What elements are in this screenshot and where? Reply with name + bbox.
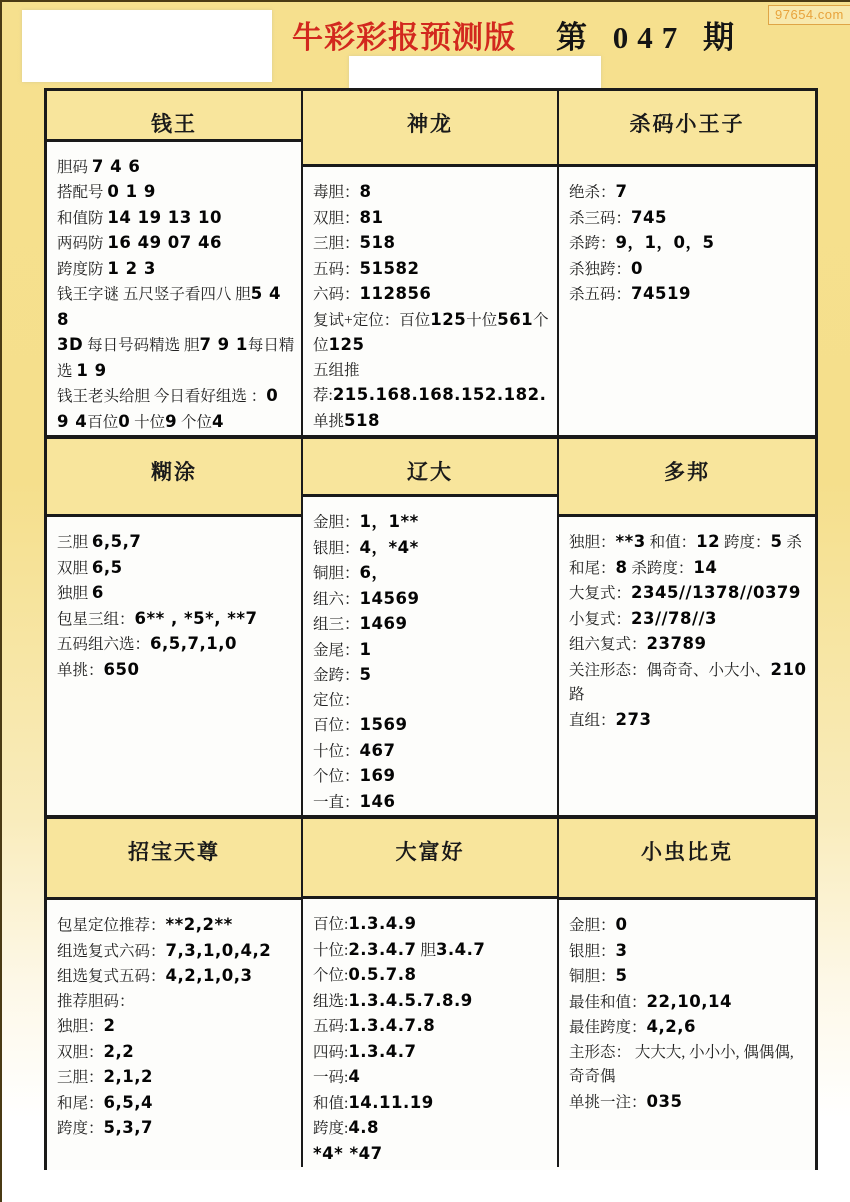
prediction-value: 8 bbox=[615, 557, 628, 577]
prediction-value: 1 2 3 bbox=[107, 258, 156, 278]
prediction-label: 包星定位推荐： bbox=[57, 917, 166, 934]
panel-body bbox=[303, 899, 557, 1167]
prediction-value: 14 bbox=[693, 557, 718, 577]
prediction-value: 9 bbox=[165, 411, 178, 431]
prediction-value: 5,3,7 bbox=[103, 1118, 153, 1137]
prediction-value: 1 9 bbox=[76, 360, 107, 380]
prediction-line bbox=[569, 231, 809, 257]
prediction-label: 杀五码： bbox=[569, 286, 632, 303]
panel-shen-long bbox=[303, 91, 559, 439]
prediction-line bbox=[569, 282, 809, 308]
prediction-value: 4，*4* bbox=[359, 537, 419, 557]
prediction-label: 十位: bbox=[313, 941, 349, 959]
prediction-line bbox=[313, 963, 551, 989]
prediction-line bbox=[313, 1040, 551, 1066]
prediction-label: 钱王老头给胆 今日看好组选 ： bbox=[57, 388, 267, 405]
prediction-label: 单挑一注： bbox=[569, 1093, 647, 1111]
prediction-value: 035 bbox=[646, 1091, 683, 1111]
prediction-value: 12 bbox=[696, 532, 721, 551]
prediction-value: 14.11.19 bbox=[348, 1092, 434, 1112]
prediction-line bbox=[313, 180, 551, 206]
prediction-value: 561 bbox=[497, 309, 534, 329]
prediction-line bbox=[313, 713, 551, 739]
page-title-name: 牛彩彩报预测版 bbox=[292, 20, 516, 55]
prediction-line bbox=[57, 1116, 295, 1142]
prediction-line bbox=[569, 913, 809, 939]
prediction-label: 定位： bbox=[313, 691, 360, 709]
prediction-label: 双胆： bbox=[313, 209, 360, 227]
prediction-label: 单挑： bbox=[57, 661, 104, 679]
prediction-value: *4* *47 bbox=[313, 1143, 383, 1163]
prediction-value: 5 bbox=[770, 532, 783, 551]
prediction-value: 0 1 9 bbox=[107, 182, 156, 201]
prediction-label: 复试+定位：百位 bbox=[313, 311, 431, 329]
prediction-label: 和值防 bbox=[57, 209, 108, 227]
prediction-value: 7 bbox=[615, 182, 628, 201]
panel-liao-da bbox=[303, 439, 559, 819]
prediction-label: 百位： bbox=[313, 717, 360, 734]
prediction-line bbox=[569, 708, 809, 734]
prediction-line bbox=[569, 257, 809, 283]
prediction-value: 2.3.4.7 bbox=[348, 939, 417, 959]
prediction-line bbox=[313, 912, 551, 938]
prediction-value: 22,10,14 bbox=[646, 991, 732, 1011]
prediction-label: 金跨： bbox=[313, 667, 360, 684]
prediction-value: 146 bbox=[359, 791, 396, 811]
panel-body bbox=[47, 142, 301, 436]
prediction-label: 直组： bbox=[569, 711, 616, 729]
prediction-value: 23789 bbox=[646, 634, 707, 653]
prediction-label: 组六： bbox=[313, 590, 360, 608]
panel-qian-wang bbox=[47, 91, 303, 439]
prediction-label: 百位: bbox=[313, 916, 349, 933]
prediction-value: 2 bbox=[103, 1016, 116, 1035]
prediction-line bbox=[569, 658, 809, 708]
panel-body bbox=[303, 167, 557, 435]
prediction-line bbox=[313, 308, 551, 359]
prediction-line bbox=[313, 1116, 551, 1142]
prediction-value: 4,2,6 bbox=[646, 1017, 696, 1036]
prediction-line bbox=[57, 581, 295, 607]
prediction-value: 4 bbox=[211, 411, 224, 431]
prediction-value: **2,2** bbox=[165, 915, 233, 934]
prediction-label: 五码: bbox=[313, 1018, 349, 1035]
prediction-label: 一直： bbox=[313, 793, 360, 811]
prediction-value: 518 bbox=[359, 233, 396, 252]
prediction-label: 胆码 bbox=[57, 158, 92, 176]
prediction-line bbox=[313, 510, 551, 536]
panel-hu-tu bbox=[47, 439, 303, 819]
prediction-line bbox=[313, 282, 551, 308]
prediction-value: 4.8 bbox=[348, 1118, 380, 1137]
prediction-line bbox=[57, 384, 295, 435]
prediction-label: 六码： bbox=[313, 286, 360, 303]
prediction-line bbox=[57, 964, 295, 990]
prediction-label: 最佳和值： bbox=[569, 993, 647, 1011]
prediction-line bbox=[569, 964, 809, 990]
prediction-value: 16 49 07 46 bbox=[107, 233, 222, 252]
prediction-line bbox=[313, 536, 551, 562]
prediction-value: 3.4.7 bbox=[435, 939, 486, 959]
prediction-value: 467 bbox=[359, 740, 396, 760]
prediction-label: 和值: bbox=[313, 1094, 349, 1112]
prediction-value: 215.168.168.152.182. bbox=[332, 385, 547, 404]
prediction-label: 双胆 bbox=[57, 559, 92, 577]
prediction-label: 个位: bbox=[313, 967, 349, 984]
panel-body bbox=[47, 900, 301, 1167]
prediction-label: 杀和尾： bbox=[569, 534, 802, 577]
prediction-line bbox=[313, 587, 551, 613]
prediction-label: 组三： bbox=[313, 616, 360, 633]
prediction-label: 五组推荐: bbox=[313, 361, 360, 404]
prediction-label: 五码： bbox=[313, 260, 360, 278]
prediction-value: 3 bbox=[615, 940, 628, 960]
panel-da-fu-hao bbox=[303, 819, 559, 1167]
prediction-value: 4 bbox=[348, 1067, 361, 1086]
panel-title: 神龙 bbox=[303, 91, 557, 167]
prediction-label: 杀跨： bbox=[569, 235, 616, 252]
prediction-line bbox=[313, 638, 551, 664]
prediction-label: 跨度： bbox=[57, 1120, 104, 1137]
panel-title: 钱王 bbox=[47, 91, 301, 142]
prediction-value: 23//78//3 bbox=[631, 608, 718, 628]
prediction-line bbox=[569, 1015, 809, 1041]
page-title bbox=[292, 12, 743, 57]
prediction-label: 胆 bbox=[416, 941, 436, 959]
prediction-value: 74519 bbox=[631, 284, 691, 303]
prediction-label: 三胆 bbox=[57, 534, 92, 551]
prediction-label: 钱王字谜 五尺竖子看四八 胆 bbox=[57, 286, 251, 303]
prediction-line bbox=[313, 206, 551, 232]
prediction-value: 2,2 bbox=[103, 1041, 135, 1061]
prediction-value: 6** , *5*, **7 bbox=[134, 608, 258, 628]
prediction-label: 五码组六选： bbox=[57, 636, 151, 653]
prediction-value: 6,5,4 bbox=[103, 1092, 153, 1112]
prediction-value: 169 bbox=[359, 766, 396, 785]
prediction-line bbox=[569, 1090, 809, 1116]
prediction-line bbox=[57, 206, 295, 232]
prediction-line bbox=[313, 1142, 551, 1168]
panel-title: 招宝天尊 bbox=[47, 819, 301, 900]
blank-patch-top-left bbox=[22, 10, 272, 82]
prediction-value: 14569 bbox=[359, 588, 420, 608]
prediction-value: 1，1** bbox=[359, 512, 419, 531]
prediction-value: 650 bbox=[103, 659, 140, 679]
prediction-label: 跨度: bbox=[313, 1120, 349, 1137]
prediction-value: 1469 bbox=[359, 614, 408, 633]
prediction-line bbox=[57, 180, 295, 206]
prediction-label: 每日精选 bbox=[57, 337, 295, 380]
prediction-line bbox=[569, 632, 809, 658]
prediction-label: 铜胆： bbox=[569, 968, 616, 985]
prediction-value: 745 bbox=[631, 207, 667, 227]
panel-title: 大富好 bbox=[303, 819, 557, 899]
prediction-label: 个位： bbox=[313, 768, 360, 785]
prediction-value: 81 bbox=[359, 207, 384, 227]
prediction-label: 杀三码： bbox=[569, 209, 632, 227]
prediction-value: 6,5,7,1,0 bbox=[150, 634, 237, 653]
panel-title: 糊涂 bbox=[47, 439, 301, 517]
prediction-label: 包星三组： bbox=[57, 610, 135, 628]
prediction-label: 组选复式五码： bbox=[57, 968, 166, 985]
prediction-value: 1 bbox=[359, 639, 372, 659]
prediction-line bbox=[313, 612, 551, 638]
prediction-line bbox=[57, 333, 295, 384]
prediction-line bbox=[569, 939, 809, 965]
panel-duo-bang bbox=[559, 439, 815, 819]
prediction-value: 0 bbox=[631, 258, 643, 278]
prediction-line bbox=[57, 257, 295, 283]
panel-title: 杀码小王子 bbox=[559, 91, 815, 167]
prediction-label: 十位 bbox=[130, 413, 166, 431]
prediction-label: 金胆： bbox=[569, 917, 616, 934]
panel-title: 小虫比克 bbox=[559, 819, 815, 900]
prediction-line bbox=[57, 155, 295, 181]
prediction-label: 独胆： bbox=[57, 1018, 104, 1035]
prediction-line bbox=[313, 938, 551, 964]
panel-body bbox=[47, 517, 301, 815]
prediction-line bbox=[569, 180, 809, 206]
prediction-value: 8 bbox=[359, 182, 372, 201]
prediction-label: 双胆： bbox=[57, 1043, 104, 1061]
prediction-value: 7 9 1 bbox=[199, 335, 248, 354]
panel-body bbox=[559, 167, 815, 435]
prediction-value: 1.3.4.7 bbox=[348, 1041, 417, 1061]
panel-title: 辽大 bbox=[303, 439, 557, 497]
prediction-label: 一码: bbox=[313, 1069, 349, 1086]
prediction-line bbox=[313, 689, 551, 714]
prediction-value: 0 bbox=[118, 411, 131, 431]
prediction-label: 和值： bbox=[645, 534, 697, 551]
prediction-line bbox=[57, 1014, 295, 1040]
prediction-value: 3D bbox=[57, 335, 84, 354]
prediction-label: 路 bbox=[569, 686, 585, 703]
prediction-label: 小复式： bbox=[569, 610, 632, 628]
prediction-value: 7,3,1,0,4,2 bbox=[165, 940, 272, 960]
prediction-label: 三胆： bbox=[57, 1069, 104, 1086]
prediction-line bbox=[57, 530, 295, 556]
prediction-line bbox=[57, 231, 295, 257]
prediction-line bbox=[569, 581, 809, 607]
prediction-value: 4,2,1,0,3 bbox=[165, 966, 253, 985]
prediction-line bbox=[569, 1041, 809, 1090]
prediction-line bbox=[57, 282, 295, 333]
prediction-line bbox=[313, 790, 551, 816]
prediction-value: 0 9 4 bbox=[57, 386, 279, 431]
prediction-value: 5 bbox=[615, 966, 628, 985]
prediction-value: 7 4 6 bbox=[91, 156, 141, 176]
prediction-grid bbox=[44, 88, 818, 1170]
prediction-value: 0.5.7.8 bbox=[348, 965, 417, 984]
prediction-line bbox=[57, 607, 295, 633]
prediction-line bbox=[57, 990, 295, 1015]
prediction-value: 0 bbox=[615, 915, 628, 934]
panel-title: 多邦 bbox=[559, 439, 815, 517]
prediction-line bbox=[569, 990, 809, 1016]
prediction-value: 5 bbox=[359, 665, 372, 684]
prediction-value: 2,1,2 bbox=[103, 1067, 153, 1086]
prediction-value: 125 bbox=[328, 335, 365, 354]
panel-xiao-chong-bi-ke bbox=[559, 819, 815, 1167]
prediction-label: 绝杀： bbox=[569, 184, 616, 201]
prediction-label: 搭配号 bbox=[57, 184, 108, 201]
prediction-value: 51582 bbox=[359, 258, 420, 278]
prediction-label: 组六复式： bbox=[569, 636, 647, 653]
prediction-label: 杀跨度： bbox=[627, 559, 694, 577]
prediction-value: 1.3.4.7.8 bbox=[348, 1016, 436, 1035]
panel-body bbox=[303, 497, 557, 815]
prediction-line bbox=[313, 1091, 551, 1117]
prediction-line bbox=[57, 939, 295, 965]
prediction-value: 1569 bbox=[359, 715, 408, 734]
prediction-label: 百位 bbox=[87, 413, 119, 431]
prediction-line bbox=[313, 1065, 551, 1091]
prediction-value: 518 bbox=[344, 410, 380, 430]
prediction-label: 跨度： bbox=[720, 534, 771, 551]
prediction-value: **3 bbox=[615, 532, 646, 551]
prediction-value: 5 4 8 bbox=[57, 284, 281, 329]
prediction-line bbox=[313, 739, 551, 765]
prediction-line bbox=[313, 561, 551, 587]
prediction-label: 十位 bbox=[466, 311, 498, 329]
prediction-label: 铜胆： bbox=[313, 565, 360, 582]
prediction-line bbox=[57, 913, 295, 939]
prediction-value: 6， bbox=[359, 563, 389, 582]
prediction-label: 个位 bbox=[313, 311, 549, 354]
prediction-label: 三胆： bbox=[313, 235, 360, 252]
panel-body bbox=[559, 517, 815, 815]
prediction-label: 十位： bbox=[313, 742, 360, 760]
prediction-value: 1.3.4.9 bbox=[348, 914, 417, 933]
prediction-label: 银胆： bbox=[313, 539, 360, 557]
prediction-label: 单挑 bbox=[313, 412, 345, 430]
prediction-value: 14 19 13 10 bbox=[107, 207, 222, 227]
prediction-label: 金尾： bbox=[313, 641, 360, 659]
prediction-line bbox=[57, 1040, 295, 1066]
prediction-value: 6,5,7 bbox=[91, 532, 142, 551]
prediction-label: 银胆： bbox=[569, 942, 616, 960]
prediction-label: 四码: bbox=[313, 1043, 349, 1061]
prediction-label: 毒胆： bbox=[313, 184, 360, 201]
prediction-label: 关注形态：偶奇奇、小大小、 bbox=[569, 661, 771, 679]
prediction-label: 两码防 bbox=[57, 235, 108, 252]
prediction-line bbox=[57, 1065, 295, 1091]
prediction-line bbox=[569, 206, 809, 232]
prediction-value: 112856 bbox=[359, 284, 432, 303]
prediction-value: 9，1，0，5 bbox=[615, 233, 715, 252]
prediction-line bbox=[313, 257, 551, 283]
panel-sha-ma-xiao-wang-zi bbox=[559, 91, 815, 439]
prediction-value: 6,5 bbox=[91, 557, 123, 577]
prediction-value: 1.3.4.5.7.8.9 bbox=[348, 990, 473, 1010]
prediction-label: 组选: bbox=[313, 992, 349, 1010]
prediction-line bbox=[313, 663, 551, 689]
prediction-line bbox=[313, 989, 551, 1015]
prediction-label: 个位 bbox=[177, 413, 212, 431]
prediction-line bbox=[313, 1014, 551, 1040]
prediction-line bbox=[57, 1091, 295, 1117]
panel-zhao-bao-tian-zun bbox=[47, 819, 303, 1167]
prediction-value: 125 bbox=[430, 309, 467, 329]
prediction-value: 210 bbox=[770, 659, 807, 679]
prediction-label: 独胆 bbox=[57, 585, 92, 602]
prediction-value: 2345//1378//0379 bbox=[631, 583, 801, 602]
prediction-label: 杀独跨： bbox=[569, 260, 632, 278]
prediction-label: 主形态： 大大大, 小小小, 偶偶偶, 奇奇偶 bbox=[569, 1043, 794, 1085]
prediction-label: 大复式： bbox=[569, 585, 632, 602]
prediction-label: 金胆： bbox=[313, 514, 360, 531]
prediction-label: 组选复式六码： bbox=[57, 942, 166, 960]
prediction-line bbox=[569, 607, 809, 633]
panel-body bbox=[559, 900, 815, 1167]
prediction-line bbox=[569, 530, 809, 581]
prediction-line bbox=[57, 556, 295, 582]
prediction-value: 6 bbox=[91, 583, 104, 602]
prediction-label: 每日号码精选 胆 bbox=[83, 337, 200, 354]
prediction-value: 273 bbox=[615, 709, 652, 729]
prediction-line bbox=[313, 359, 551, 435]
prediction-label: 和尾： bbox=[57, 1094, 104, 1112]
prediction-line bbox=[57, 658, 295, 684]
blank-patch-under-title bbox=[349, 56, 601, 90]
prediction-label: 推荐胆码： bbox=[57, 992, 135, 1010]
prediction-line bbox=[57, 632, 295, 658]
page-title-issue: 第 047 期 bbox=[556, 20, 743, 55]
prediction-label: 最佳跨度： bbox=[569, 1019, 647, 1036]
prediction-line bbox=[313, 231, 551, 257]
watermark-stamp: 97654.com bbox=[768, 5, 850, 25]
prediction-line bbox=[313, 764, 551, 790]
prediction-label: 跨度防 bbox=[57, 260, 108, 278]
prediction-label: 独胆： bbox=[569, 534, 616, 551]
